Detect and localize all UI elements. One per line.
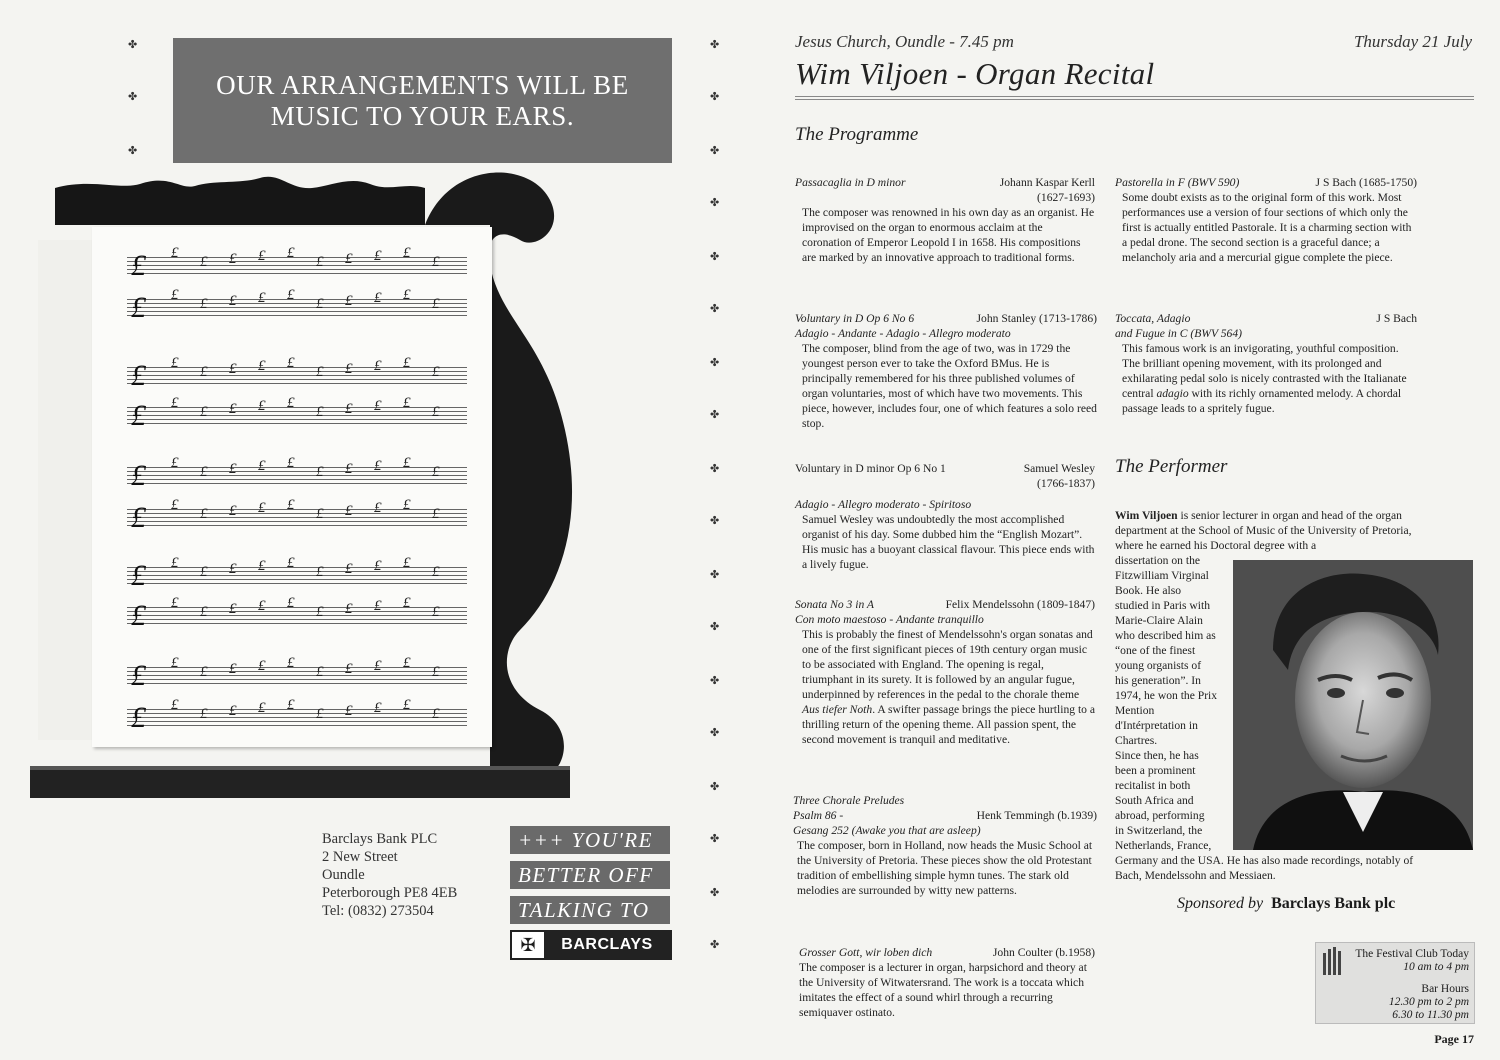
binding-hole-icon: ✤ xyxy=(710,832,720,845)
programme-heading: The Programme xyxy=(795,124,919,145)
pound-note-icon: £ xyxy=(171,455,179,471)
pound-note-icon: £ xyxy=(171,287,179,303)
staff-line xyxy=(127,721,467,722)
bar-hours-title: Bar Hours xyxy=(1421,983,1469,995)
pound-note-icon: £ xyxy=(403,245,411,261)
binding-hole-icon: ✤ xyxy=(710,196,720,209)
composer-dates: (1627-1693) xyxy=(1037,191,1095,204)
bio-line: his generation”. In xyxy=(1115,674,1201,687)
pound-note-icon: £ xyxy=(258,398,266,414)
programme-item xyxy=(793,793,1097,898)
pound-note-icon: £ xyxy=(345,401,353,417)
staff-line xyxy=(127,311,467,312)
address-line: 2 New Street xyxy=(322,849,398,865)
title-rule xyxy=(795,99,1474,100)
bio-line: Since then, he has xyxy=(1115,749,1199,762)
pound-note-icon: £ xyxy=(258,458,266,474)
pound-note-icon: £ xyxy=(287,555,295,571)
composer-dates: (1766-1837) xyxy=(1037,477,1095,490)
music-staff xyxy=(127,395,467,432)
binding-hole-icon: ✤ xyxy=(128,144,138,157)
bio-line: “one of the finest xyxy=(1115,644,1196,657)
pound-note-icon: £ xyxy=(345,703,353,719)
pound-note-icon: £ xyxy=(258,598,266,614)
music-staff xyxy=(127,497,467,534)
staff-line xyxy=(127,615,467,616)
programme-page xyxy=(745,0,1500,1060)
bio-text: is senior lecturer in organ and head of the organ department at the School of Music of the University of Pretoria, where he earned his Doctoral degree with a xyxy=(1115,509,1412,552)
pound-note-icon: £ xyxy=(316,464,324,480)
binding-hole-icon: ✤ xyxy=(710,462,720,475)
description-text: with its richly ornamented melody. A chordal passage leads to a spritely fugue. xyxy=(1122,387,1402,415)
pound-note-icon: £ xyxy=(229,703,237,719)
pound-note-icon: £ xyxy=(374,290,382,306)
pound-clef-icon: £ xyxy=(131,249,146,282)
programme-item xyxy=(795,597,1095,747)
composer-dates: (1809-1847) xyxy=(1037,598,1095,611)
piece-title: Pastorella in F xyxy=(1115,176,1185,189)
bio-line: been a prominent xyxy=(1115,764,1196,777)
programme-item xyxy=(795,175,1095,265)
piece-title: Passacaglia in D minor xyxy=(795,176,906,189)
piece-title: Grosser Gott, wir loben dich xyxy=(799,946,933,959)
piece-description: The composer, blind from the age of two, was in 1729 the youngest person ever to take the Oxford BMus. He is principally remembered for his three published volumes of organ voluntaries, most of which have two movements. This piece, however, includes four, one of which features a solo reed stop. xyxy=(802,342,1097,430)
pound-clef-icon: £ xyxy=(131,359,146,392)
staff-line xyxy=(127,383,467,384)
pound-note-icon: £ xyxy=(229,293,237,309)
ad-headline-line: MUSIC TO YOUR EARS. xyxy=(270,101,575,131)
bio-line: in Switzerland, the xyxy=(1115,824,1203,837)
pound-note-icon: £ xyxy=(432,254,440,270)
programme-item xyxy=(1115,175,1417,265)
staff-line xyxy=(127,675,467,676)
organ-pipes-icon xyxy=(1322,947,1344,975)
bwv-number: (BWV 590) xyxy=(1187,176,1240,189)
composer-name: Felix Mendelssohn xyxy=(945,598,1035,611)
pound-note-icon: £ xyxy=(374,558,382,574)
bio-line: Chartres. xyxy=(1115,734,1158,747)
pound-clef-icon: £ xyxy=(131,599,146,632)
pound-note-icon: £ xyxy=(200,506,208,522)
pound-note-icon: £ xyxy=(316,404,324,420)
piece-description: Some doubt exists as to the original form of this work. Most performances use a version of four sections of which only the first is actually entitled Pastorale. It is a charming section with a pedal drone. The second section is a graceful dance; a melancholy aria and a mercurial gigue complete the piece. xyxy=(1122,191,1412,264)
pound-note-icon: £ xyxy=(200,404,208,420)
pound-note-icon: £ xyxy=(171,595,179,611)
pound-note-icon: £ xyxy=(171,395,179,411)
pound-note-icon: £ xyxy=(374,500,382,516)
pound-note-icon: £ xyxy=(287,497,295,513)
music-staff xyxy=(127,355,467,392)
pound-note-icon: £ xyxy=(374,658,382,674)
piece-title-cont: and Fugue in C xyxy=(1115,327,1188,340)
club-title: The Festival Club Today xyxy=(1355,948,1469,960)
staff-line xyxy=(127,579,467,580)
binding-hole-icon: ✤ xyxy=(710,620,720,633)
bio-line: dissertation on the xyxy=(1115,554,1201,567)
staff-line xyxy=(127,583,467,584)
staff-line xyxy=(127,419,467,420)
description-text: . A swifter passage brings the piece hurtling to a thrilling return of the opening theme. All passion spent, the second movement is tranquil and meditative. xyxy=(802,703,1096,746)
pound-note-icon: £ xyxy=(171,655,179,671)
binding-hole-icon: ✤ xyxy=(710,250,720,263)
pound-note-icon: £ xyxy=(171,245,179,261)
pound-note-icon: £ xyxy=(171,497,179,513)
pound-note-icon: £ xyxy=(374,398,382,414)
pound-note-icon: £ xyxy=(403,287,411,303)
music-staff xyxy=(127,245,467,282)
music-staff xyxy=(127,697,467,734)
binding-hole-icon: ✤ xyxy=(710,408,720,421)
pound-note-icon: £ xyxy=(374,598,382,614)
pound-note-icon: £ xyxy=(403,497,411,513)
performer-photo xyxy=(1233,560,1473,850)
psalm-title: Psalm 86 - xyxy=(793,809,844,822)
staff-line xyxy=(127,375,467,376)
composer-name: Henk Temmingh xyxy=(976,809,1055,822)
composer-dates: (b.1958) xyxy=(1055,946,1095,959)
music-staff xyxy=(127,455,467,492)
programme-item xyxy=(1115,311,1417,416)
staff-line xyxy=(127,269,467,270)
pound-note-icon: £ xyxy=(287,245,295,261)
piece-title: Voluntary in D minor Op 6 No 1 xyxy=(795,462,946,475)
pound-clef-icon: £ xyxy=(131,459,146,492)
pound-note-icon: £ xyxy=(432,296,440,312)
binding-hole-icon: ✤ xyxy=(710,302,720,315)
pound-note-icon: £ xyxy=(200,604,208,620)
sheet-music-back xyxy=(38,240,98,740)
staff-line xyxy=(127,683,467,684)
pound-note-icon: £ xyxy=(316,604,324,620)
pound-note-icon: £ xyxy=(229,601,237,617)
staff-line xyxy=(127,315,467,316)
piece-title: Voluntary in D Op 6 No 6 xyxy=(795,312,915,325)
slogan-line: BETTER OFF xyxy=(510,861,670,889)
binding-hole-icon: ✤ xyxy=(710,780,720,793)
binding-hole-icon: ✤ xyxy=(710,90,720,103)
pound-clef-icon: £ xyxy=(131,291,146,324)
binding-hole-icon: ✤ xyxy=(710,144,720,157)
pound-note-icon: £ xyxy=(200,364,208,380)
pound-note-icon: £ xyxy=(374,458,382,474)
composer-dates: (1713-1786) xyxy=(1039,312,1097,325)
address-line: Tel: (0832) 273504 xyxy=(322,903,434,919)
description-text: This is probably the finest of Mendelssohn's organ sonatas and one of the first significant pieces of 19th century organ music to be associated with England. The opening is regal, triumphant in its surety. It is followed by an angular fugue, underpinned by references in the pedal to the chorale theme xyxy=(802,628,1093,701)
pound-note-icon: £ xyxy=(316,664,324,680)
music-staff xyxy=(127,555,467,592)
pound-note-icon: £ xyxy=(345,461,353,477)
tempo-term: adagio xyxy=(1156,387,1189,400)
pound-clef-icon: £ xyxy=(131,559,146,592)
piece-description: The composer, born in Holland, now heads the Music School at the University of Pretoria. These pieces show the old Protestant tradition of embellishing simple hymn tunes. The stark old melodies are surrounded by witty new patterns. xyxy=(797,839,1093,897)
binding-hole-icon: ✤ xyxy=(710,568,720,581)
pound-note-icon: £ xyxy=(403,355,411,371)
concert-date: Thursday 21 July xyxy=(1353,32,1472,51)
pound-note-icon: £ xyxy=(432,706,440,722)
address-line: Barclays Bank PLC xyxy=(322,831,438,847)
music-staff xyxy=(127,655,467,692)
pound-note-icon: £ xyxy=(200,564,208,580)
programme-item xyxy=(799,945,1095,1020)
bio-line: Netherlands, France, xyxy=(1115,839,1212,852)
staff-line xyxy=(127,725,467,726)
binding-hole-icon: ✤ xyxy=(710,886,720,899)
pound-note-icon: £ xyxy=(229,461,237,477)
club-hours: 10 am to 4 pm xyxy=(1403,961,1469,973)
bio-wrapped-lines xyxy=(1115,553,1233,853)
bio-line: Marie-Claire Alain xyxy=(1115,614,1203,627)
club-text xyxy=(1355,948,1469,1022)
composer-name: Johann Kaspar Kerll xyxy=(999,176,1095,189)
pound-note-icon: £ xyxy=(432,564,440,580)
pound-note-icon: £ xyxy=(316,364,324,380)
pound-note-icon: £ xyxy=(229,503,237,519)
staff-line xyxy=(127,525,467,526)
binding-hole-icon: ✤ xyxy=(710,726,720,739)
bio-line: who described him as xyxy=(1115,629,1216,642)
slogan-line: TALKING TO xyxy=(510,896,670,924)
pound-note-icon: £ xyxy=(345,601,353,617)
staff-line xyxy=(127,517,467,518)
composer-name: Samuel Wesley xyxy=(1023,462,1095,475)
pound-clef-icon: £ xyxy=(131,701,146,734)
pound-note-icon: £ xyxy=(403,595,411,611)
pound-note-icon: £ xyxy=(374,700,382,716)
pound-clef-icon: £ xyxy=(131,501,146,534)
pound-note-icon: £ xyxy=(345,661,353,677)
bio-line: Mention xyxy=(1115,704,1155,717)
bar-hours-2: 6.30 to 11.30 pm xyxy=(1392,1009,1469,1021)
bio-line: 1974, he won the Prix xyxy=(1115,689,1218,702)
pound-note-icon: £ xyxy=(258,290,266,306)
staff-line xyxy=(127,307,467,308)
pound-note-icon: £ xyxy=(200,296,208,312)
bio-end: Germany and the USA. He has also made recordings, notably of Bach, Mendelssohn and Messiaen. xyxy=(1115,854,1414,882)
bio-line: recitalist in both xyxy=(1115,779,1191,792)
movements: Con moto maestoso - Andante tranquillo xyxy=(795,613,984,626)
performer-name: Wim Viljoen xyxy=(1115,509,1178,522)
pound-note-icon: £ xyxy=(287,395,295,411)
pound-note-icon: £ xyxy=(345,361,353,377)
binding-hole-icon: ✤ xyxy=(710,938,720,951)
pound-note-icon: £ xyxy=(229,361,237,377)
eagle-icon: ✠ xyxy=(520,935,536,955)
staff-line xyxy=(127,575,467,576)
pound-note-icon: £ xyxy=(258,558,266,574)
pound-note-icon: £ xyxy=(374,248,382,264)
programme-item xyxy=(795,461,1095,572)
composer-name: J S Bach xyxy=(1315,176,1357,189)
bio-line: studied in Paris with xyxy=(1115,599,1211,612)
pound-note-icon: £ xyxy=(345,251,353,267)
pound-note-icon: £ xyxy=(200,254,208,270)
pound-note-icon: £ xyxy=(200,464,208,480)
binding-hole-icon: ✤ xyxy=(710,674,720,687)
pound-note-icon: £ xyxy=(403,697,411,713)
piece-title: Toccata, Adagio xyxy=(1115,312,1191,325)
pound-note-icon: £ xyxy=(316,706,324,722)
pound-note-icon: £ xyxy=(316,296,324,312)
pound-note-icon: £ xyxy=(287,355,295,371)
sponsor-name: Barclays Bank plc xyxy=(1271,895,1396,912)
pound-note-icon: £ xyxy=(403,395,411,411)
pound-note-icon: £ xyxy=(229,561,237,577)
piece-description: The composer was renowned in his own day as an organist. He improvised on the organ to enormous acclaim at the coronation of Emperor Leopold I in 1658. His compositions are marked by an innovative approach to traditional forms. xyxy=(802,206,1095,264)
composer-name: J S Bach xyxy=(1376,312,1417,325)
pound-note-icon: £ xyxy=(432,404,440,420)
staff-line xyxy=(127,423,467,424)
pound-note-icon: £ xyxy=(345,503,353,519)
barclays-wordmark: BARCLAYS xyxy=(544,932,670,958)
pound-note-icon: £ xyxy=(229,251,237,267)
binding-holes-center xyxy=(706,0,726,1060)
staff-line xyxy=(127,483,467,484)
performer-heading: The Performer xyxy=(1115,456,1228,477)
staff-line xyxy=(127,521,467,522)
pound-note-icon: £ xyxy=(287,455,295,471)
pound-note-icon: £ xyxy=(200,664,208,680)
address-line: Oundle xyxy=(322,867,365,883)
bio-line: Fitzwilliam Virginal xyxy=(1115,569,1209,582)
bio-line: young organists of xyxy=(1115,659,1202,672)
pound-note-icon: £ xyxy=(345,561,353,577)
description-text: This famous work is an invigorating, youthful composition. The brilliant opening movement, with its prolonged and exhilarating pedal solo is nicely contrasted with the Italianate central xyxy=(1122,342,1407,400)
piece-description xyxy=(1115,341,1417,416)
binding-hole-icon: ✤ xyxy=(710,514,720,527)
bio-line: d'Intérpretation in xyxy=(1115,719,1198,732)
pound-note-icon: £ xyxy=(403,555,411,571)
binding-hole-icon: ✤ xyxy=(710,356,720,369)
piece-title: Sonata No 3 in A xyxy=(795,598,875,611)
pound-note-icon: £ xyxy=(258,248,266,264)
pound-note-icon: £ xyxy=(432,464,440,480)
pound-note-icon: £ xyxy=(200,706,208,722)
pound-note-icon: £ xyxy=(432,604,440,620)
pound-note-icon: £ xyxy=(316,506,324,522)
pound-clef-icon: £ xyxy=(131,399,146,432)
movements: Adagio - Andante - Adagio - Allegro moderato xyxy=(795,327,1011,340)
pound-note-icon: £ xyxy=(229,661,237,677)
binding-hole-icon: ✤ xyxy=(128,38,138,51)
pound-note-icon: £ xyxy=(316,564,324,580)
ad-headline-line: OUR ARRANGEMENTS WILL BE xyxy=(216,70,629,100)
gesang-title: Gesang 252 (Awake you that are asleep) xyxy=(793,824,981,837)
pound-note-icon: £ xyxy=(345,293,353,309)
piece-description: The composer is a lecturer in organ, harpsichord and theory at the University of Witwatersrand. The work is a toccata which imitates the effect of a sound whirl through a recurring semiquaver ostinato. xyxy=(799,961,1087,1019)
staff-line xyxy=(127,479,467,480)
chorale-theme: Aus tiefer Noth xyxy=(802,703,873,716)
ad-headline xyxy=(173,38,672,163)
pound-clef-icon: £ xyxy=(131,659,146,692)
composer-name: John Coulter xyxy=(992,946,1053,959)
piece-description xyxy=(795,627,1095,747)
music-staff xyxy=(127,287,467,324)
pound-note-icon: £ xyxy=(258,700,266,716)
binding-hole-icon: ✤ xyxy=(710,38,720,51)
staff-line xyxy=(127,623,467,624)
pound-note-icon: £ xyxy=(171,555,179,571)
slogan-line: +++ YOU'RE xyxy=(510,826,670,854)
sponsor-line xyxy=(1177,895,1395,913)
pound-note-icon: £ xyxy=(258,358,266,374)
title-rule xyxy=(795,96,1474,97)
staff-line xyxy=(127,379,467,380)
composer-dates: (b.1939) xyxy=(1057,809,1097,822)
pound-note-icon: £ xyxy=(374,358,382,374)
staff-line xyxy=(127,679,467,680)
pound-note-icon: £ xyxy=(287,655,295,671)
pound-note-icon: £ xyxy=(171,355,179,371)
bar-hours-1: 12.30 pm to 2 pm xyxy=(1388,996,1469,1008)
pound-note-icon: £ xyxy=(229,401,237,417)
sheet-music xyxy=(92,227,492,747)
staff-line xyxy=(127,273,467,274)
bio-line: Book. He also xyxy=(1115,584,1182,597)
venue-time: Jesus Church, Oundle - 7.45 pm xyxy=(795,32,1014,51)
staff-line xyxy=(127,717,467,718)
bio-line: abroad, performing xyxy=(1115,809,1205,822)
pound-note-icon: £ xyxy=(432,506,440,522)
pound-note-icon: £ xyxy=(258,658,266,674)
barclays-advert xyxy=(0,0,700,1060)
composer-name: John Stanley xyxy=(976,312,1037,325)
pound-note-icon: £ xyxy=(432,664,440,680)
movements: Adagio - Allegro moderato - Spiritoso xyxy=(795,498,972,511)
sponsor-label: Sponsored by xyxy=(1177,895,1264,912)
binding-hole-icon: ✤ xyxy=(128,90,138,103)
music-staff xyxy=(127,595,467,632)
ad-address xyxy=(322,830,457,920)
bio-line: South Africa and xyxy=(1115,794,1194,807)
composer-dates: (1685-1750) xyxy=(1359,176,1417,189)
pound-note-icon: £ xyxy=(171,697,179,713)
programme-item xyxy=(795,311,1097,431)
pound-note-icon: £ xyxy=(287,595,295,611)
pound-note-icon: £ xyxy=(316,254,324,270)
pound-note-icon: £ xyxy=(287,287,295,303)
piece-description: Samuel Wesley was undoubtedly the most accomplished organist of his day. Some dubbed him the “English Mozart”. His music has a buoyant classical flavour. This piece ends with a lively fugue. xyxy=(802,513,1095,571)
piece-title: Three Chorale Preludes xyxy=(793,794,905,807)
staff-line xyxy=(127,265,467,266)
pound-note-icon: £ xyxy=(258,500,266,516)
page-number: Page 17 xyxy=(1434,1032,1474,1046)
pound-note-icon: £ xyxy=(432,364,440,380)
pound-note-icon: £ xyxy=(287,697,295,713)
bwv-number: (BWV 564) xyxy=(1190,327,1242,340)
pound-note-icon: £ xyxy=(403,455,411,471)
address-line: Peterborough PE8 4EB xyxy=(322,885,458,901)
festival-club-box xyxy=(1315,942,1475,1024)
staff-line xyxy=(127,619,467,620)
staff-line xyxy=(127,415,467,416)
barclays-logo xyxy=(510,930,672,960)
recital-title: Wim Viljoen - Organ Recital xyxy=(795,56,1155,91)
pound-note-icon: £ xyxy=(403,655,411,671)
staff-line xyxy=(127,475,467,476)
